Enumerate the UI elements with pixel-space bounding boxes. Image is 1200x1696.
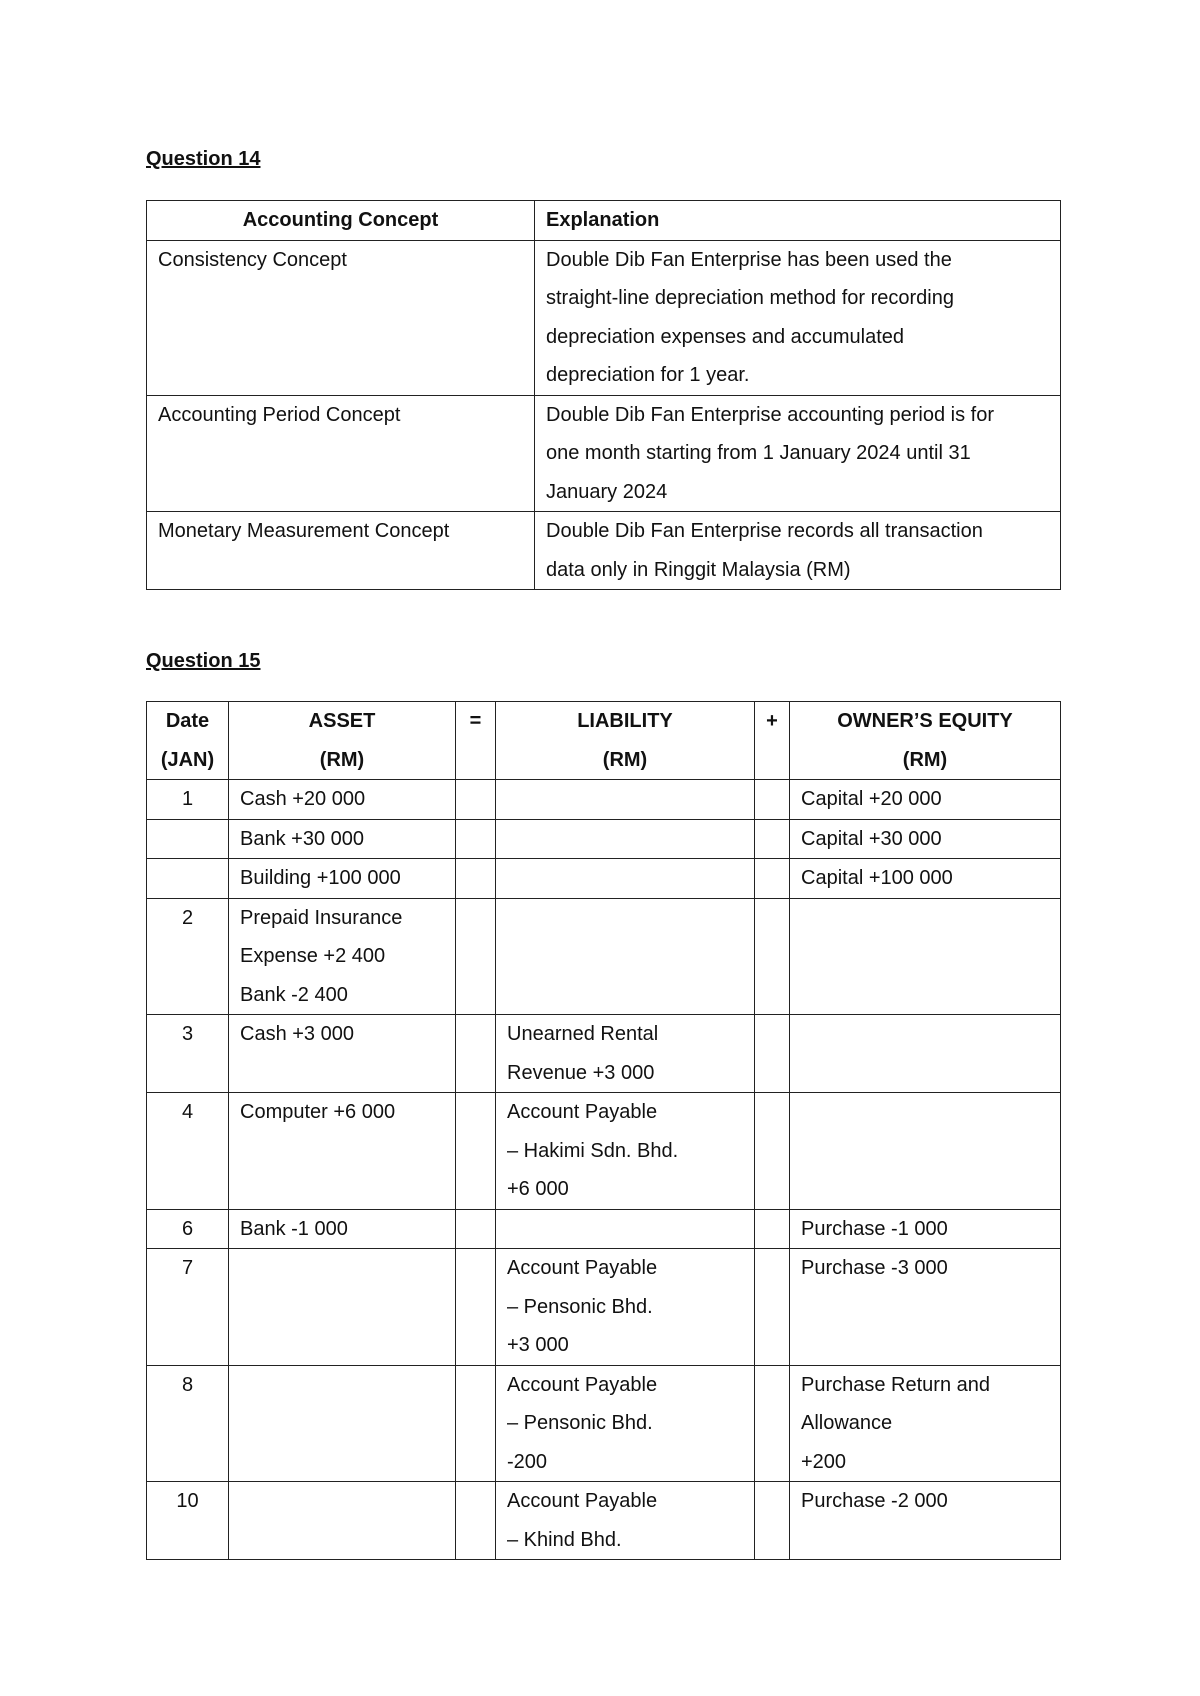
equals-column-cell — [456, 898, 496, 1015]
date-cell — [147, 859, 229, 899]
owners-equity-cell: Capital +30 000 — [790, 819, 1061, 859]
asset-cell — [229, 1482, 456, 1560]
date-cell: 2 — [147, 898, 229, 1015]
liability-cell — [496, 898, 755, 1015]
date-cell: 7 — [147, 1249, 229, 1366]
owners-equity-cell: Purchase -2 000 — [790, 1482, 1061, 1560]
plus-column-cell — [755, 819, 790, 859]
question-15-heading: Question 15 — [146, 650, 261, 672]
concept-cell: Monetary Measurement Concept — [147, 512, 535, 590]
date-cell — [147, 819, 229, 859]
plus-column-cell — [755, 1093, 790, 1210]
asset-cell: Building +100 000 — [229, 859, 456, 899]
explanation-cell: Double Dib Fan Enterprise records all transaction data only in Ringgit Malaysia (RM) — [535, 512, 1061, 590]
owners-equity-cell: Purchase Return and Allowance +200 — [790, 1365, 1061, 1482]
plus-column-cell — [755, 1249, 790, 1366]
accounting-concept-table — [146, 200, 1061, 590]
liability-cell: Account Payable – Pensonic Bhd. -200 — [496, 1365, 755, 1482]
owners-equity-cell: Capital +20 000 — [790, 780, 1061, 820]
equals-column-cell — [456, 1482, 496, 1560]
plus-column-cell — [755, 1015, 790, 1093]
table-row — [147, 819, 1061, 859]
table-row — [147, 1093, 1061, 1210]
header-owners-equity: OWNER’S EQUITY (RM) — [790, 702, 1061, 780]
liability-cell: Account Payable – Pensonic Bhd. +3 000 — [496, 1249, 755, 1366]
concept-cell: Consistency Concept — [147, 240, 535, 395]
asset-cell: Bank +30 000 — [229, 819, 456, 859]
equals-column-cell — [456, 859, 496, 899]
equals-column-cell — [456, 1015, 496, 1093]
header-plus-sign: + — [755, 702, 790, 780]
table-header-row — [147, 201, 1061, 241]
date-cell: 4 — [147, 1093, 229, 1210]
owners-equity-cell: Purchase -3 000 — [790, 1249, 1061, 1366]
header-date: Date (JAN) — [147, 702, 229, 780]
concept-cell: Accounting Period Concept — [147, 395, 535, 512]
date-cell: 8 — [147, 1365, 229, 1482]
owners-equity-cell — [790, 898, 1061, 1015]
liability-cell — [496, 819, 755, 859]
date-cell: 10 — [147, 1482, 229, 1560]
equals-column-cell — [456, 1093, 496, 1210]
asset-cell: Prepaid Insurance Expense +2 400 Bank -2 400 — [229, 898, 456, 1015]
liability-cell: Account Payable – Hakimi Sdn. Bhd. +6 000 — [496, 1093, 755, 1210]
table-row — [147, 780, 1061, 820]
table-row — [147, 898, 1061, 1015]
plus-column-cell — [755, 859, 790, 899]
asset-cell — [229, 1365, 456, 1482]
liability-cell: Unearned Rental Revenue +3 000 — [496, 1015, 755, 1093]
owners-equity-cell — [790, 1015, 1061, 1093]
header-accounting-concept: Accounting Concept — [147, 201, 535, 241]
explanation-cell: Double Dib Fan Enterprise accounting period is for one month starting from 1 January 2024 until 31 January 2024 — [535, 395, 1061, 512]
date-cell: 1 — [147, 780, 229, 820]
table-row — [147, 1365, 1061, 1482]
table-row — [147, 395, 1061, 512]
liability-cell: Account Payable – Khind Bhd. — [496, 1482, 755, 1560]
plus-column-cell — [755, 780, 790, 820]
table-header-row — [147, 702, 1061, 780]
equals-column-cell — [456, 1249, 496, 1366]
liability-cell — [496, 859, 755, 899]
table-row — [147, 1209, 1061, 1249]
question-14-heading: Question 14 — [146, 148, 261, 170]
header-equals-sign: = — [456, 702, 496, 780]
plus-column-cell — [755, 898, 790, 1015]
header-liability: LIABILITY (RM) — [496, 702, 755, 780]
owners-equity-cell: Purchase -1 000 — [790, 1209, 1061, 1249]
table-row — [147, 1249, 1061, 1366]
accounting-equation-table — [146, 701, 1061, 1560]
date-cell: 6 — [147, 1209, 229, 1249]
plus-column-cell — [755, 1482, 790, 1560]
header-asset: ASSET (RM) — [229, 702, 456, 780]
asset-cell: Bank -1 000 — [229, 1209, 456, 1249]
owners-equity-cell — [790, 1093, 1061, 1210]
asset-cell: Cash +3 000 — [229, 1015, 456, 1093]
asset-cell: Computer +6 000 — [229, 1093, 456, 1210]
table-row — [147, 859, 1061, 899]
owners-equity-cell: Capital +100 000 — [790, 859, 1061, 899]
plus-column-cell — [755, 1209, 790, 1249]
explanation-cell: Double Dib Fan Enterprise has been used the straight-line depreciation method for recording depreciation expenses and accumulated depreciation for 1 year. — [535, 240, 1061, 395]
table-row — [147, 1482, 1061, 1560]
equals-column-cell — [456, 1365, 496, 1482]
equals-column-cell — [456, 1209, 496, 1249]
asset-cell: Cash +20 000 — [229, 780, 456, 820]
table-row — [147, 512, 1061, 590]
liability-cell — [496, 1209, 755, 1249]
table-row — [147, 1015, 1061, 1093]
equals-column-cell — [456, 780, 496, 820]
plus-column-cell — [755, 1365, 790, 1482]
date-cell: 3 — [147, 1015, 229, 1093]
header-explanation: Explanation — [535, 201, 1061, 241]
equals-column-cell — [456, 819, 496, 859]
liability-cell — [496, 780, 755, 820]
asset-cell — [229, 1249, 456, 1366]
table-row — [147, 240, 1061, 395]
